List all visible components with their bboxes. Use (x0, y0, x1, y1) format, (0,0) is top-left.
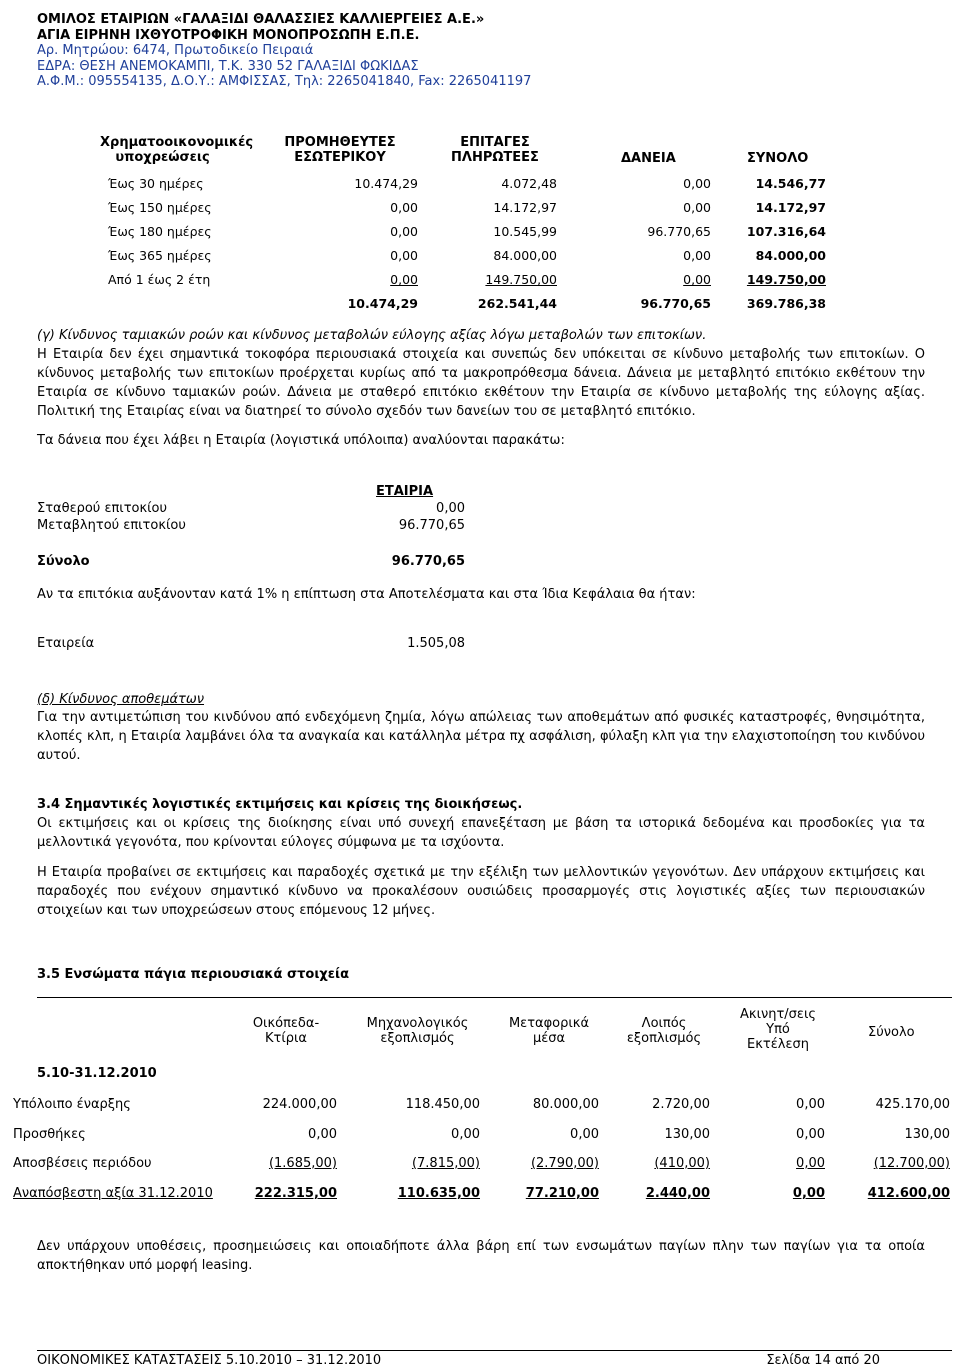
asset-cell: 2.720,00 (652, 1097, 710, 1112)
section-3-4-paragraph-1: Οι εκτιμήσεις και οι κρίσεις της διοίκησης είναι υπό συνεχή επανεξέταση με βάση τα ιστορικά δεδομένα και προσδοκίες για τα μελλοντικά γεγονότα, που κρίνονται εύλογες σύμφωνα με τα ισχύοντα. (37, 816, 925, 850)
liability-total-c2: 262.541,44 (477, 296, 557, 311)
asset-cell: 0,00 (451, 1127, 480, 1142)
liability-cell-c4: 84.000,00 (755, 248, 826, 263)
liability-total-c1: 10.474,29 (347, 296, 418, 311)
asset-row-label: Αποσβέσεις περιόδου (13, 1156, 152, 1171)
liability-row-label: Έως 30 ημέρες (108, 176, 204, 191)
liability-row-label: Έως 365 ημέρες (108, 248, 212, 263)
col-vehicles: Μεταφορικά μέσα (508, 1016, 590, 1046)
section-c-title: (γ) Κίνδυνος ταμιακών ροών και κίνδυνος μεταβολών εύλογης αξίας λόγω μεταβολών των επιτοκίων. (37, 328, 707, 343)
variable-rate-label: Μεταβλητού επιτοκίου (37, 518, 186, 533)
asset-cell: (7.815,00) (411, 1156, 480, 1171)
asset-cell: (2.790,00) (530, 1156, 599, 1171)
liability-cell-c1: 0,00 (390, 200, 418, 215)
table-top-rule (37, 997, 952, 998)
asset-cell: (1.685,00) (268, 1156, 337, 1171)
col-header-cheques: ΕΠΙΤΑΓΕΣ ΠΛΗΡΩΤΕΕΣ (451, 135, 539, 165)
variable-rate-value: 96.770,65 (398, 518, 465, 533)
asset-cell: (12.700,00) (873, 1156, 950, 1171)
fixed-rate-value: 0,00 (436, 501, 465, 516)
col-other-equipment: Λοιπός εξοπλισμός (626, 1016, 702, 1046)
col-header-loans: ΔΑΝΕΙΑ (621, 151, 676, 166)
liability-cell-c3: 96.770,65 (647, 224, 711, 239)
loans-intro: Τα δάνεια που έχει λάβει η Εταιρία (λογιστικά υπόλοιπα) αναλύονται παρακάτω: (37, 433, 565, 448)
liability-cell-c3: 0,00 (683, 248, 711, 263)
fixed-rate-label: Σταθερού επιτοκίου (37, 501, 168, 516)
asset-cell: 0,00 (796, 1156, 825, 1171)
liability-cell-c2: 4.072,48 (501, 176, 557, 191)
col-header-total: ΣΥΝΟΛΟ (747, 151, 809, 166)
asset-cell: 80.000,00 (532, 1097, 599, 1112)
liability-cell-c4: 149.750,00 (746, 272, 826, 287)
liability-total-c4: 369.786,38 (746, 296, 826, 311)
section-3-4-paragraph-2: Η Εταιρία προβαίνει σε εκτιμήσεις και παραδοχές σχετικά με την εξέλιξη των μελλοντικών γεγονότων. Δεν υπάρχουν εκτιμήσεις και παραδοχές που ενέχουν σημαντικό κίνδυνο να προκαλέσουν ουσιώδεις προσαρμογές στις λογιστικές αξίες των περιουσιακών στοιχείων και των υποχρεώσεων στους επόμενους 12 μήνες. (37, 865, 925, 918)
asset-cell: 2.440,00 (645, 1186, 710, 1201)
liability-cell-c1: 10.474,29 (354, 176, 418, 191)
liability-row-label: Από 1 έως 2 έτη (108, 272, 211, 287)
section-3-4-title: 3.4 Σημαντικές λογιστικές εκτιμήσεις και κρίσεις της διοικήσεως. (37, 797, 523, 812)
asset-cell: 130,00 (664, 1127, 710, 1142)
asset-cell: 0,00 (796, 1097, 825, 1112)
liability-cell-c2: 14.172,97 (493, 200, 557, 215)
asset-cell: (410,00) (654, 1156, 710, 1171)
liability-cell-c1: 0,00 (390, 248, 418, 263)
asset-cell: 0,00 (308, 1127, 337, 1142)
liability-cell-c3: 0,00 (683, 200, 711, 215)
liability-cell-c2: 149.750,00 (485, 272, 557, 287)
asset-cell: 118.450,00 (405, 1097, 480, 1112)
asset-cell: 77.210,00 (525, 1186, 599, 1201)
asset-cell: 222.315,00 (254, 1186, 337, 1201)
asset-cell: 412.600,00 (867, 1186, 950, 1201)
liability-row-label: Έως 180 ημέρες (108, 224, 212, 239)
loans-header-company: ΕΤΑΙΡΙΑ (376, 484, 434, 499)
col-header-suppliers: ΠΡΟΜΗΘΕΥΤΕΣ ΕΣΩΤΕΡΙΚΟΥ (284, 135, 396, 165)
liability-row-label: Έως 150 ημέρες (108, 200, 212, 215)
section-3-5-title: 3.5 Ενσώματα πάγια περιουσιακά στοιχεία (37, 967, 350, 982)
liability-cell-c2: 84.000,00 (493, 248, 557, 263)
header-line-2: ΑΓΙΑ ΕΙΡΗΝΗ ΙΧΘΥΟΤΡΟΦΙΚΗ ΜΟΝΟΠΡΟΣΩΠΗ Ε.Π.Ε. (37, 27, 420, 43)
loans-total-label: Σύνολο (37, 554, 90, 569)
sensitivity-company-label: Εταιρεία (37, 636, 95, 651)
interest-sensitivity-text: Αν τα επιτόκια αυξάνονταν κατά 1% η επίπτωση στα Αποτελέσματα και στα Ίδια Κεφάλαια θα ήταν: (37, 587, 696, 602)
asset-cell: 130,00 (904, 1127, 950, 1142)
asset-cell: 0,00 (570, 1127, 599, 1142)
header-line-4: ΕΔΡΑ: ΘΕΣΗ ΑΝΕΜΟΚΑΜΠΙ, Τ.Κ. 330 52 ΓΑΛΑΞΙΔΙ ΦΩΚΙΔΑΣ (37, 58, 419, 74)
asset-cell: 425.170,00 (875, 1097, 950, 1112)
col-machinery: Μηχανολογικός εξοπλισμός (366, 1016, 469, 1046)
section-d-title: (δ) Κίνδυνος αποθεμάτων (37, 692, 205, 707)
fixed-assets-note: Δεν υπάρχουν υποθέσεις, προσημειώσεις και οποιαδήποτε άλλα βάρη επί των ενσωμάτων παγίων πλην των παγίων για τα οποία αποκτήθηκαν υπό μορφή leasing. (37, 1239, 925, 1273)
col-header-financial: Χρηματοοικονομικές υποχρεώσεις (100, 135, 254, 165)
header-line-5: Α.Φ.Μ.: 095554135, Δ.Ο.Υ.: ΑΜΦΙΣΣΑΣ, Τηλ: 2265041840, Fax: 2265041197 (37, 74, 532, 90)
col-assets-under-construction: Ακινητ/σεις Υπό Εκτέλεση (740, 1007, 816, 1052)
asset-row-label: Αναπόσβεστη αξία 31.12.2010 (13, 1186, 213, 1201)
liability-cell-c3: 0,00 (683, 176, 711, 191)
page-number: Σελίδα 14 από 20 (766, 1353, 880, 1368)
section-c-paragraph: Η Εταιρία δεν έχει σημαντικά τοκοφόρα περιουσιακά στοιχεία και συνεπώς δεν υπόκειται σε κίνδυνο μεταβολής των επιτοκίων. Ο κίνδυνος μεταβολής των επιτοκίων προέρχεται κυρίως από τα μακροπρόθεσμα δάνεια. Δάνεια με μεταβλητό επιτόκιο εκθέτουν την Εταιρία σε κίνδυνο ταμιακών ροών. Δάνεια με σταθερό επιτόκιο εκθέτουν την Εταιρία σε κίνδυνο μεταβολής της εύλογης αξίας. Πολιτική της Εταιρίας είναι να διατηρεί το σύνολο σχεδόν των δανείων του σε μεταβλητό επιτόκιο. (37, 347, 925, 419)
section-d-paragraph: Για την αντιμετώπιση του κινδύνου από ενδεχόμενη ζημία, λόγω απώλειας των αποθεμάτων από φυσικές καταστροφές, θνησιμότητα, κλοπές κλπ, η Εταιρία λαμβάνει όλα τα αναγκαία και κατάλληλα μέτρα πχ ασφάλιση, φύλαξη κλπ για την ελαχιστοποίηση του κινδύνου αυτού. (37, 710, 925, 763)
liability-cell-c1: 0,00 (390, 224, 418, 239)
header-line-3: Αρ. Μητρώου: 6474, Πρωτοδικείο Πειραιά (37, 43, 314, 59)
liability-cell-c1: 0,00 (390, 272, 418, 287)
company-header (37, 12, 531, 90)
asset-cell: 110.635,00 (397, 1186, 480, 1201)
footer-title: ΟΙΚΟΝΟΜΙΚΕΣ ΚΑΤΑΣΤΑΣΕΙΣ 5.10.2010 – 31.12.2010 (37, 1353, 382, 1368)
liability-cell-c3: 0,00 (683, 272, 711, 287)
liability-total-c3: 96.770,65 (640, 296, 711, 311)
liability-cell-c4: 107.316,64 (746, 224, 826, 239)
liability-cell-c4: 14.546,77 (755, 176, 826, 191)
header-line-1: ΟΜΙΛΟΣ ΕΤΑΙΡΙΩΝ «ΓΑΛΑΞΙΔΙ ΘΑΛΑΣΣΙΕΣ ΚΑΛΛΙΕΡΓΕΙΕΣ Α.Ε.» (37, 12, 485, 27)
asset-cell: 224.000,00 (262, 1097, 337, 1112)
col-land-buildings: Οικόπεδα- Κτίρια (252, 1016, 320, 1046)
asset-row-label: Προσθήκες (13, 1127, 86, 1142)
period-label: 5.10-31.12.2010 (37, 1066, 157, 1081)
asset-cell: 0,00 (792, 1186, 825, 1201)
asset-cell: 0,00 (796, 1127, 825, 1142)
footer-rule (37, 1350, 952, 1351)
col-total: Σύνολο (868, 1025, 915, 1040)
loans-total-value: 96.770,65 (391, 554, 465, 569)
asset-row-label: Υπόλοιπο έναρξης (13, 1097, 131, 1112)
liability-cell-c2: 10.545,99 (493, 224, 557, 239)
sensitivity-company-value: 1.505,08 (407, 636, 465, 651)
liability-cell-c4: 14.172,97 (755, 200, 826, 215)
